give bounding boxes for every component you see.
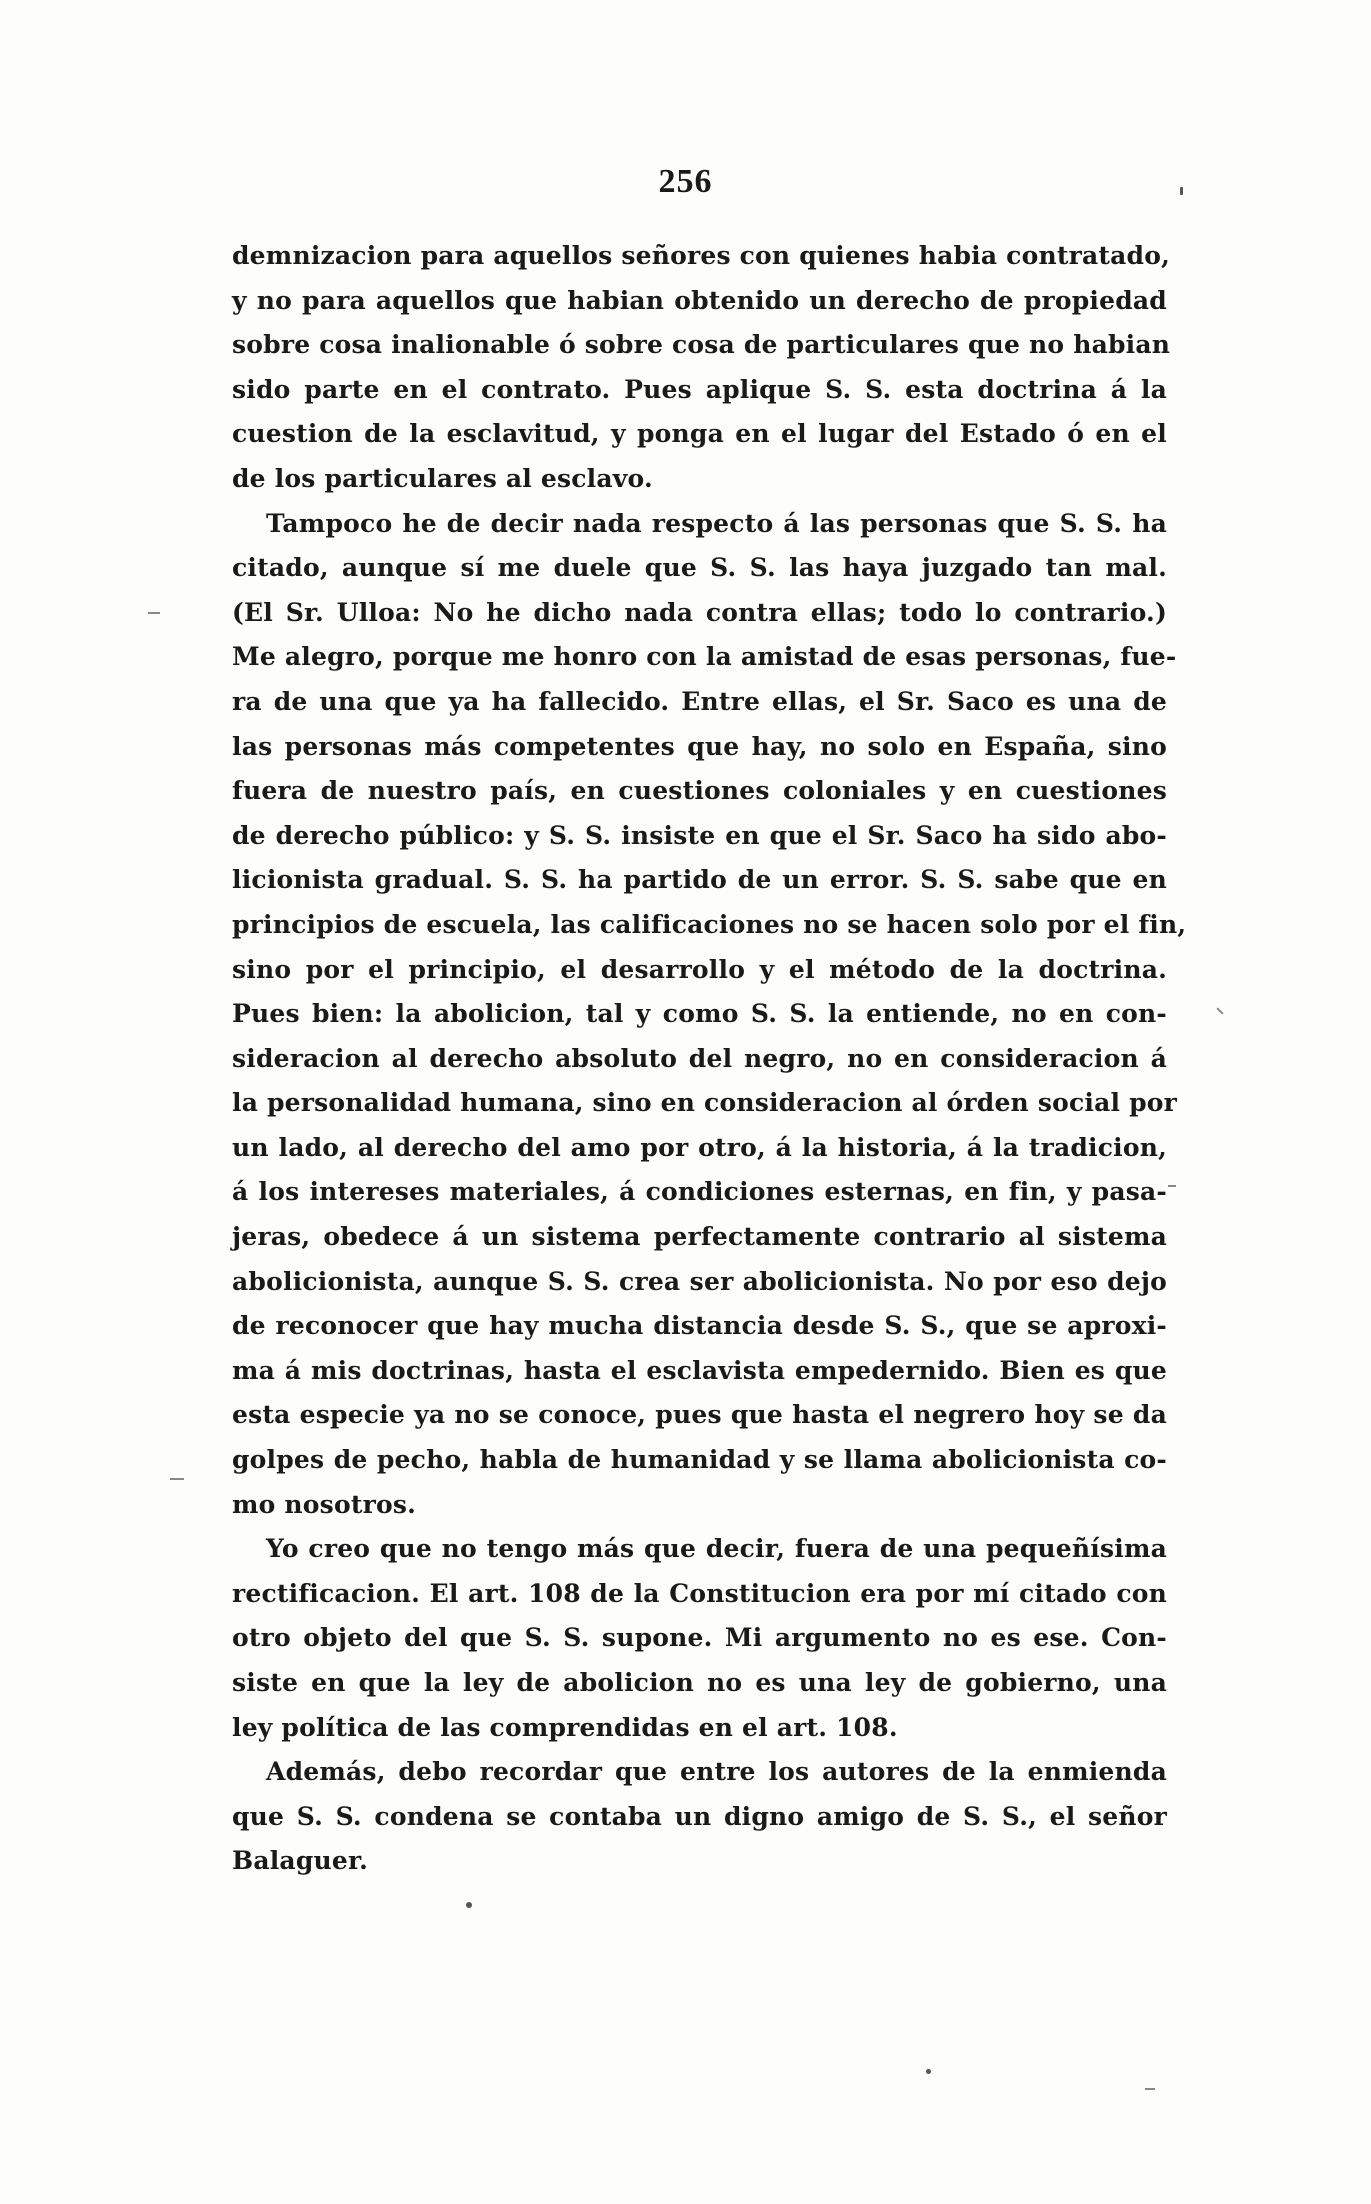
scan-speck — [466, 1902, 472, 1908]
scan-speck — [1180, 187, 1183, 195]
text-line: sino por el principio, el desarrollo y el método de la doctrina. — [232, 954, 1167, 984]
text-line: ma á mis doctrinas, hasta el esclavista empedernido. Bien es que — [232, 1355, 1167, 1385]
text-line: las personas más competentes que hay, no solo en España, sino — [232, 731, 1167, 761]
scan-mark — [1216, 1007, 1223, 1014]
text-line: otro objeto del que S. S. supone. Mi argumento no es ese. Con- — [232, 1623, 1167, 1653]
text-line: á los intereses materiales, á condiciones esternas, en fin, y pasa- — [232, 1177, 1167, 1207]
text-line: ley política de las comprendidas en el art. 108. — [232, 1712, 898, 1742]
text-line: (El Sr. Ulloa: No he dicho nada contra ellas; todo lo contrario.) — [232, 597, 1167, 627]
scan-mark — [1145, 2088, 1155, 2090]
text-line: sido parte en el contrato. Pues aplique S. S. esta doctrina á la — [232, 374, 1167, 404]
text-line: de reconocer que hay mucha distancia desde S. S., que se aproxi- — [232, 1311, 1167, 1341]
text-line: la personalidad humana, sino en consideracion al órden social por — [232, 1088, 1178, 1118]
text-line: principios de escuela, las calificaciones no se hacen solo por el fin, — [232, 909, 1187, 939]
scan-mark — [148, 612, 160, 614]
text-line: de los particulares al esclavo. — [232, 463, 653, 493]
text-line: que S. S. condena se contaba un digno amigo de S. S., el señor — [232, 1801, 1167, 1831]
body-text — [232, 234, 1187, 1884]
text-line: siste en que la ley de abolicion no es una ley de gobierno, una — [232, 1668, 1167, 1697]
text-line: Tampoco he de decir nada respecto á las personas que S. S. ha — [266, 508, 1167, 538]
scan-mark — [170, 1478, 184, 1480]
text-line: Pues bien: la abolicion, tal y como S. S. la entiende, no en con- — [232, 999, 1167, 1029]
scan-mark — [1168, 1185, 1176, 1187]
page-number: 256 — [658, 163, 713, 200]
text-line: sideracion al derecho absoluto del negro, no en consideracion á — [232, 1043, 1167, 1073]
text-line: Yo creo que no tengo más que decir, fuera de una pequeñísima — [266, 1534, 1167, 1564]
text-line: fuera de nuestro país, en cuestiones coloniales y en cuestiones — [232, 776, 1167, 806]
text-line: cuestion de la esclavitud, y ponga en el lugar del Estado ó en el — [232, 419, 1167, 449]
text-line: licionista gradual. S. S. ha partido de un error. S. S. sabe que en — [232, 865, 1167, 895]
text-line: jeras, obedece á un sistema perfectamente contrario al sistema — [232, 1222, 1167, 1252]
text-line: demnizacion para aquellos señores con quienes habia contratado, — [232, 241, 1170, 270]
text-line: abolicionista, aunque S. S. crea ser abolicionista. No por eso dejo — [232, 1266, 1167, 1296]
text-line: de derecho público: y S. S. insiste en que el Sr. Saco ha sido abo- — [232, 820, 1167, 850]
text-line: mo nosotros. — [232, 1489, 417, 1519]
text-line: ra de una que ya ha fallecido. Entre ellas, el Sr. Saco es una de — [232, 686, 1167, 716]
text-line: Balaguer. — [232, 1846, 368, 1876]
text-line: Me alegro, porque me honro con la amistad de esas personas, fue- — [232, 642, 1177, 672]
text-line: un lado, al derecho del amo por otro, á la historia, á la tradicion, — [232, 1132, 1167, 1162]
scan-speck — [926, 2069, 931, 2074]
text-line: y no para aquellos que habian obtenido un derecho de propiedad — [232, 285, 1167, 315]
text-line: golpes de pecho, habla de humanidad y se llama abolicionista co- — [232, 1445, 1167, 1475]
text-line: citado, aunque sí me duele que S. S. las haya juzgado tan mal. — [232, 553, 1167, 583]
text-line: sobre cosa inalionable ó sobre cosa de particulares que no habian — [232, 330, 1171, 360]
text-line: rectificacion. El art. 108 de la Constitucion era por mí citado con — [232, 1578, 1167, 1608]
text-line: esta especie ya no se conoce, pues que hasta el negrero hoy se da — [232, 1400, 1167, 1430]
text-line: Además, debo recordar que entre los autores de la enmienda — [266, 1757, 1167, 1787]
